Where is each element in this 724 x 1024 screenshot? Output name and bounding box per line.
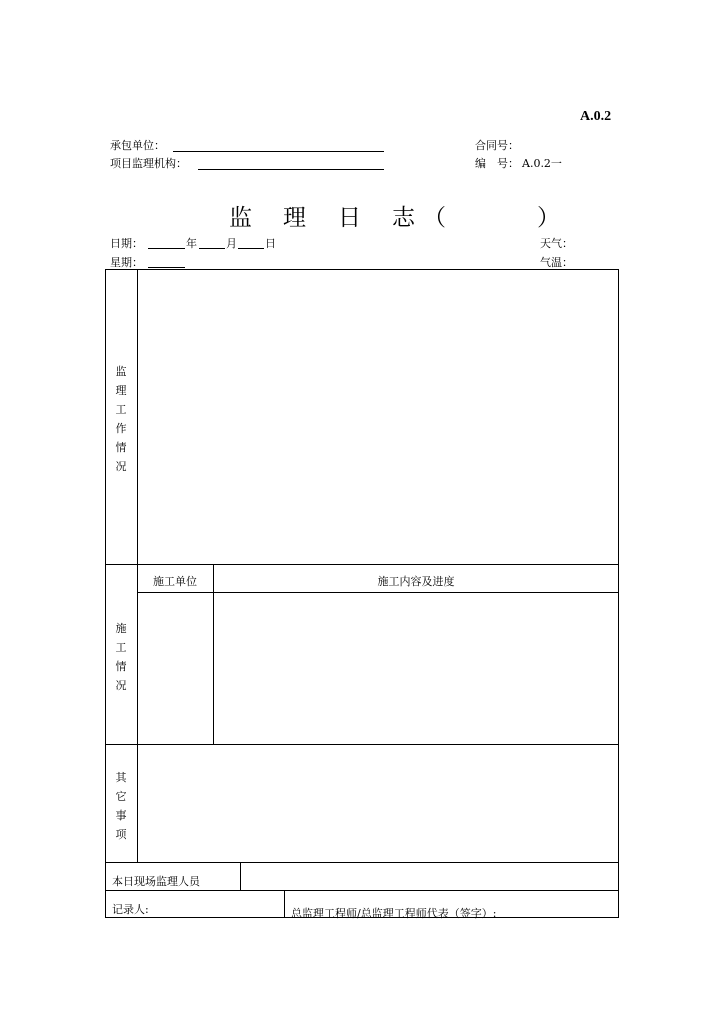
- contract-no-label: 合同号：: [475, 139, 519, 152]
- supervisor-label: 项目监理机构：: [110, 157, 187, 170]
- other-content-area[interactable]: [138, 746, 618, 861]
- title-char-2: 理: [283, 205, 306, 231]
- onsite-staff-field[interactable]: [241, 863, 618, 890]
- temperature-label: 气温：: [540, 256, 573, 269]
- month-label: 月: [226, 237, 237, 250]
- divider-h2: [106, 744, 618, 745]
- serial-label: 编 号：: [475, 157, 519, 170]
- recorder-label: 记录人:: [112, 903, 149, 916]
- divider-construction-header: [137, 592, 618, 593]
- weekday-field[interactable]: [148, 267, 185, 268]
- section-construction-label: 施工情况: [115, 622, 127, 692]
- day-field[interactable]: [238, 248, 264, 249]
- col-unit-header: 施工单位: [153, 575, 197, 588]
- contractor-label: 承包单位：: [110, 139, 165, 152]
- chief-engineer-label: 总监理工程师/总监理工程师代表（签字）:: [291, 907, 497, 920]
- date-label: 日期：: [110, 237, 143, 250]
- title-open-paren: （: [423, 205, 446, 231]
- supervisor-field[interactable]: [198, 169, 384, 170]
- contractor-field[interactable]: [173, 151, 384, 152]
- onsite-staff-label: 本日现场监理人员: [112, 875, 200, 888]
- divider-signature: [284, 890, 285, 917]
- year-label: 年: [186, 237, 197, 250]
- title-char-3: 日: [338, 205, 361, 231]
- form-code: A.0.2: [580, 109, 612, 124]
- section-other-label: 其它事项: [115, 771, 127, 841]
- divider-h4: [106, 890, 618, 891]
- weather-label: 天气：: [540, 237, 573, 250]
- title-char-1: 监: [229, 205, 252, 231]
- day-label: 日: [265, 237, 276, 250]
- col-content-header: 施工内容及进度: [377, 575, 455, 588]
- divider-h1: [106, 564, 618, 565]
- year-field[interactable]: [148, 248, 185, 249]
- section-supervision-label: 监理工作情况: [115, 365, 127, 473]
- serial-value: A.0.2一: [522, 157, 562, 170]
- title-char-4: 志: [392, 205, 415, 231]
- weekday-label: 星期：: [110, 256, 143, 269]
- construction-content-area[interactable]: [215, 594, 618, 744]
- month-field[interactable]: [199, 248, 225, 249]
- supervision-content-area[interactable]: [138, 271, 618, 563]
- title-close-paren: ）: [537, 205, 560, 231]
- construction-unit-area[interactable]: [138, 594, 212, 744]
